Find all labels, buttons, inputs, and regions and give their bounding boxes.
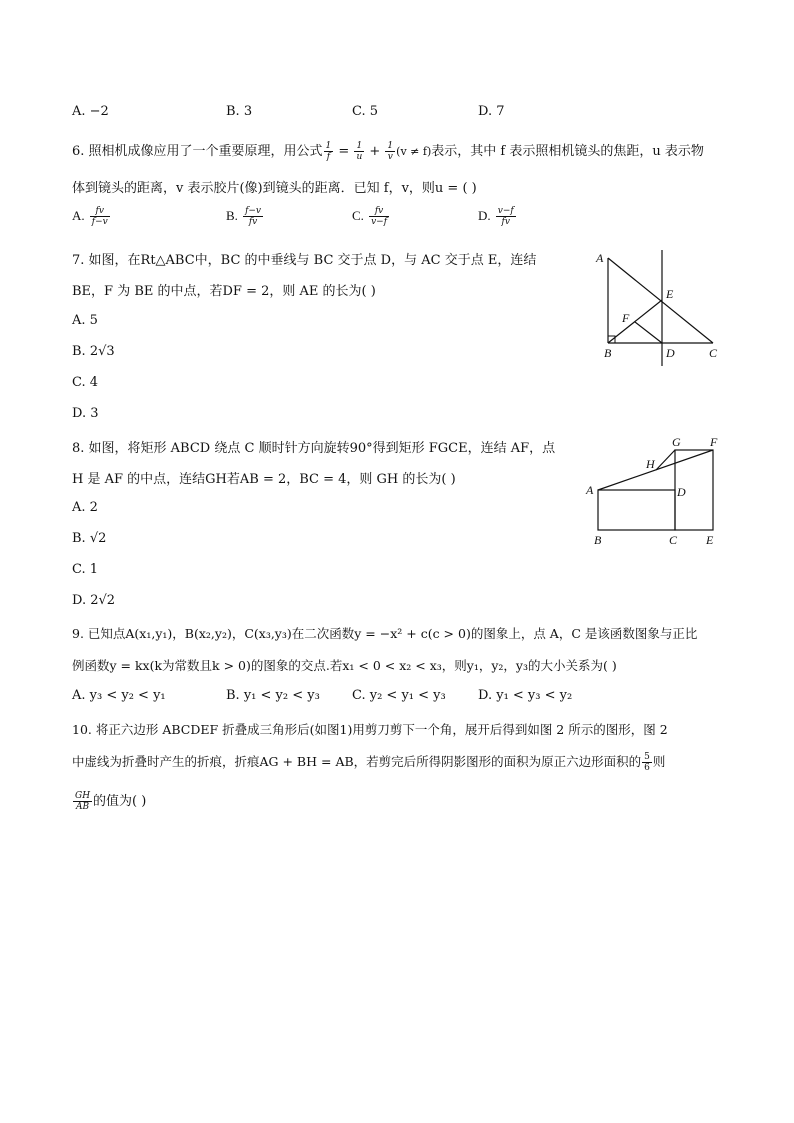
q8-label-e: E xyxy=(706,533,714,547)
q7-line1: 7. 如图，在Rt△ABC中，BC 的中垂线与 BC 交于点 D，与 AC 交于点 E，连结 xyxy=(72,253,537,268)
q8-option-a[interactable]: A. 2 xyxy=(72,500,98,515)
q6-formula-eq: = xyxy=(334,144,354,159)
q8-option-c[interactable]: C. 1 xyxy=(72,562,99,577)
q6-option-b-den: fv xyxy=(248,217,258,227)
q6-formula-plus: + xyxy=(365,144,385,159)
q6-formula-cond: (v ≠ f) xyxy=(396,145,432,158)
q10-line3-text: 的值为( ) xyxy=(93,794,147,809)
q8-segment-af xyxy=(598,450,713,490)
q7-label-f: F xyxy=(622,311,630,325)
q7-figure xyxy=(590,246,730,370)
q6-option-a-letter: A. xyxy=(72,208,85,223)
q5-option-c[interactable]: C. 5 xyxy=(352,104,379,119)
q5-option-a[interactable]: A. −2 xyxy=(72,104,109,119)
q6-option-b-num: f−v xyxy=(245,206,262,216)
q9-option-c[interactable]: C. y₂ < y₁ < y₃ xyxy=(352,688,446,703)
q6-option-a[interactable] xyxy=(72,206,111,227)
q10-line2 xyxy=(72,752,665,773)
q8-line2: H 是 AF 的中点，连结GH若AB = 2，BC = 4，则 GH 的长为( ) xyxy=(72,472,456,487)
q8-label-f: F xyxy=(710,435,718,449)
q7-label-e: E xyxy=(666,287,674,301)
q10-fraction-five-sixths: $\frac{5}{6}$ xyxy=(644,752,650,773)
q6-option-c[interactable] xyxy=(352,206,390,227)
q8-label-a: A xyxy=(586,483,594,497)
q8-label-h: H xyxy=(646,457,655,471)
q9-option-b[interactable]: B. y₁ < y₂ < y₃ xyxy=(226,688,320,703)
q8-label-d: D xyxy=(677,485,686,499)
q7-label-b: B xyxy=(604,346,612,360)
q8-label-c: C xyxy=(669,533,678,547)
q6-option-d-den: fv xyxy=(501,217,510,227)
q9-line2: 例函数y = kx(k为常数且k > 0)的图象的交点.若x₁ < 0 < x₂ < x₃，则y₁，y₂，y₃的大小关系为( ) xyxy=(72,658,617,673)
q5-option-b[interactable]: B. 3 xyxy=(226,104,253,119)
q6-line2: 体到镜头的距离，v 表示胶片(像)到镜头的距离．已知 f，v，则u = ( ) xyxy=(72,181,477,196)
q8-line1: 8. 如图，将矩形 ABCD 绕点 C 顺时针方向旋转90°得到矩形 FGCE，连结 AF，点 xyxy=(72,441,556,456)
q7-option-b[interactable]: B. 2√3 xyxy=(72,344,115,359)
q8-option-d[interactable]: D. 2√2 xyxy=(72,593,116,608)
q10-line3 xyxy=(72,790,146,812)
q10-fraction-gh-ab: $\frac{GH}{AB}$ xyxy=(75,791,91,812)
q7-option-d[interactable]: D. 3 xyxy=(72,406,99,421)
q7-label-d: D xyxy=(666,346,675,360)
q8-option-b[interactable]: B. √2 xyxy=(72,531,107,546)
q6-option-d-letter: D. xyxy=(478,208,491,223)
q7-option-c[interactable]: C. 4 xyxy=(72,375,99,390)
q9-line1: 9. 已知点A(x₁,y₁)，B(x₂,y₂)，C(x₃,y₃)在二次函数y = −x² + c(c > 0)的图象上，点 A，C 是该函数图象与正比 xyxy=(72,626,698,641)
q7-label-a: A xyxy=(596,251,604,265)
q9-option-d[interactable]: D. y₁ < y₃ < y₂ xyxy=(478,688,573,703)
q10-line2-tail: 则 xyxy=(652,754,666,769)
q6-option-a-den: f−v xyxy=(91,217,108,227)
q8-label-g: G xyxy=(672,435,681,449)
q7-segment-df xyxy=(635,322,662,343)
q6-text-a: 6. 照相机成像应用了一个重要原理，用公式 xyxy=(72,144,323,159)
q6-formula-v: $\frac{1}{v}$ xyxy=(387,141,394,162)
q6-option-b[interactable] xyxy=(226,206,264,227)
q6-text-b: 表示，其中 f 表示照相机镜头的焦距，u 表示物 xyxy=(431,144,704,159)
q6-option-d[interactable] xyxy=(478,206,517,227)
q6-option-a-num: fv xyxy=(90,206,110,217)
q9-option-a[interactable]: A. y₃ < y₂ < y₁ xyxy=(72,688,166,703)
q7-option-a[interactable]: A. 5 xyxy=(72,313,98,328)
q6-option-c-num: fv xyxy=(369,206,389,217)
q8-label-b: B xyxy=(594,533,602,547)
q6-formula-f: $\frac{1}{f}$ xyxy=(325,141,332,162)
q8-rectangle-abcd xyxy=(598,490,675,530)
q10-line1: 10. 将正六边形 ABCDEF 折叠成三角形后(如图1)用剪刀剪下一个角，展开后得到如图 2 所示的图形，图 2 xyxy=(72,722,668,737)
q6-option-c-den: v−f xyxy=(371,217,388,227)
q6-line1 xyxy=(72,140,704,162)
q6-option-b-letter: B. xyxy=(226,208,238,223)
q6-option-d-num: v−f xyxy=(497,206,514,216)
q10-line2-text: 中虚线为折叠时产生的折痕，折痕AG + BH = AB，若剪完后所得阴影图形的面积为原正六边形面积的 xyxy=(72,754,642,769)
q5-option-d[interactable]: D. 7 xyxy=(478,104,505,119)
q7-label-c: C xyxy=(709,346,718,360)
q6-formula-u: $\frac{1}{u}$ xyxy=(356,141,363,162)
q8-figure xyxy=(584,432,734,552)
q7-line2: BE，F 为 BE 的中点，若DF = 2，则 AE 的长为( ) xyxy=(72,284,376,299)
q6-option-c-letter: C. xyxy=(352,208,364,223)
